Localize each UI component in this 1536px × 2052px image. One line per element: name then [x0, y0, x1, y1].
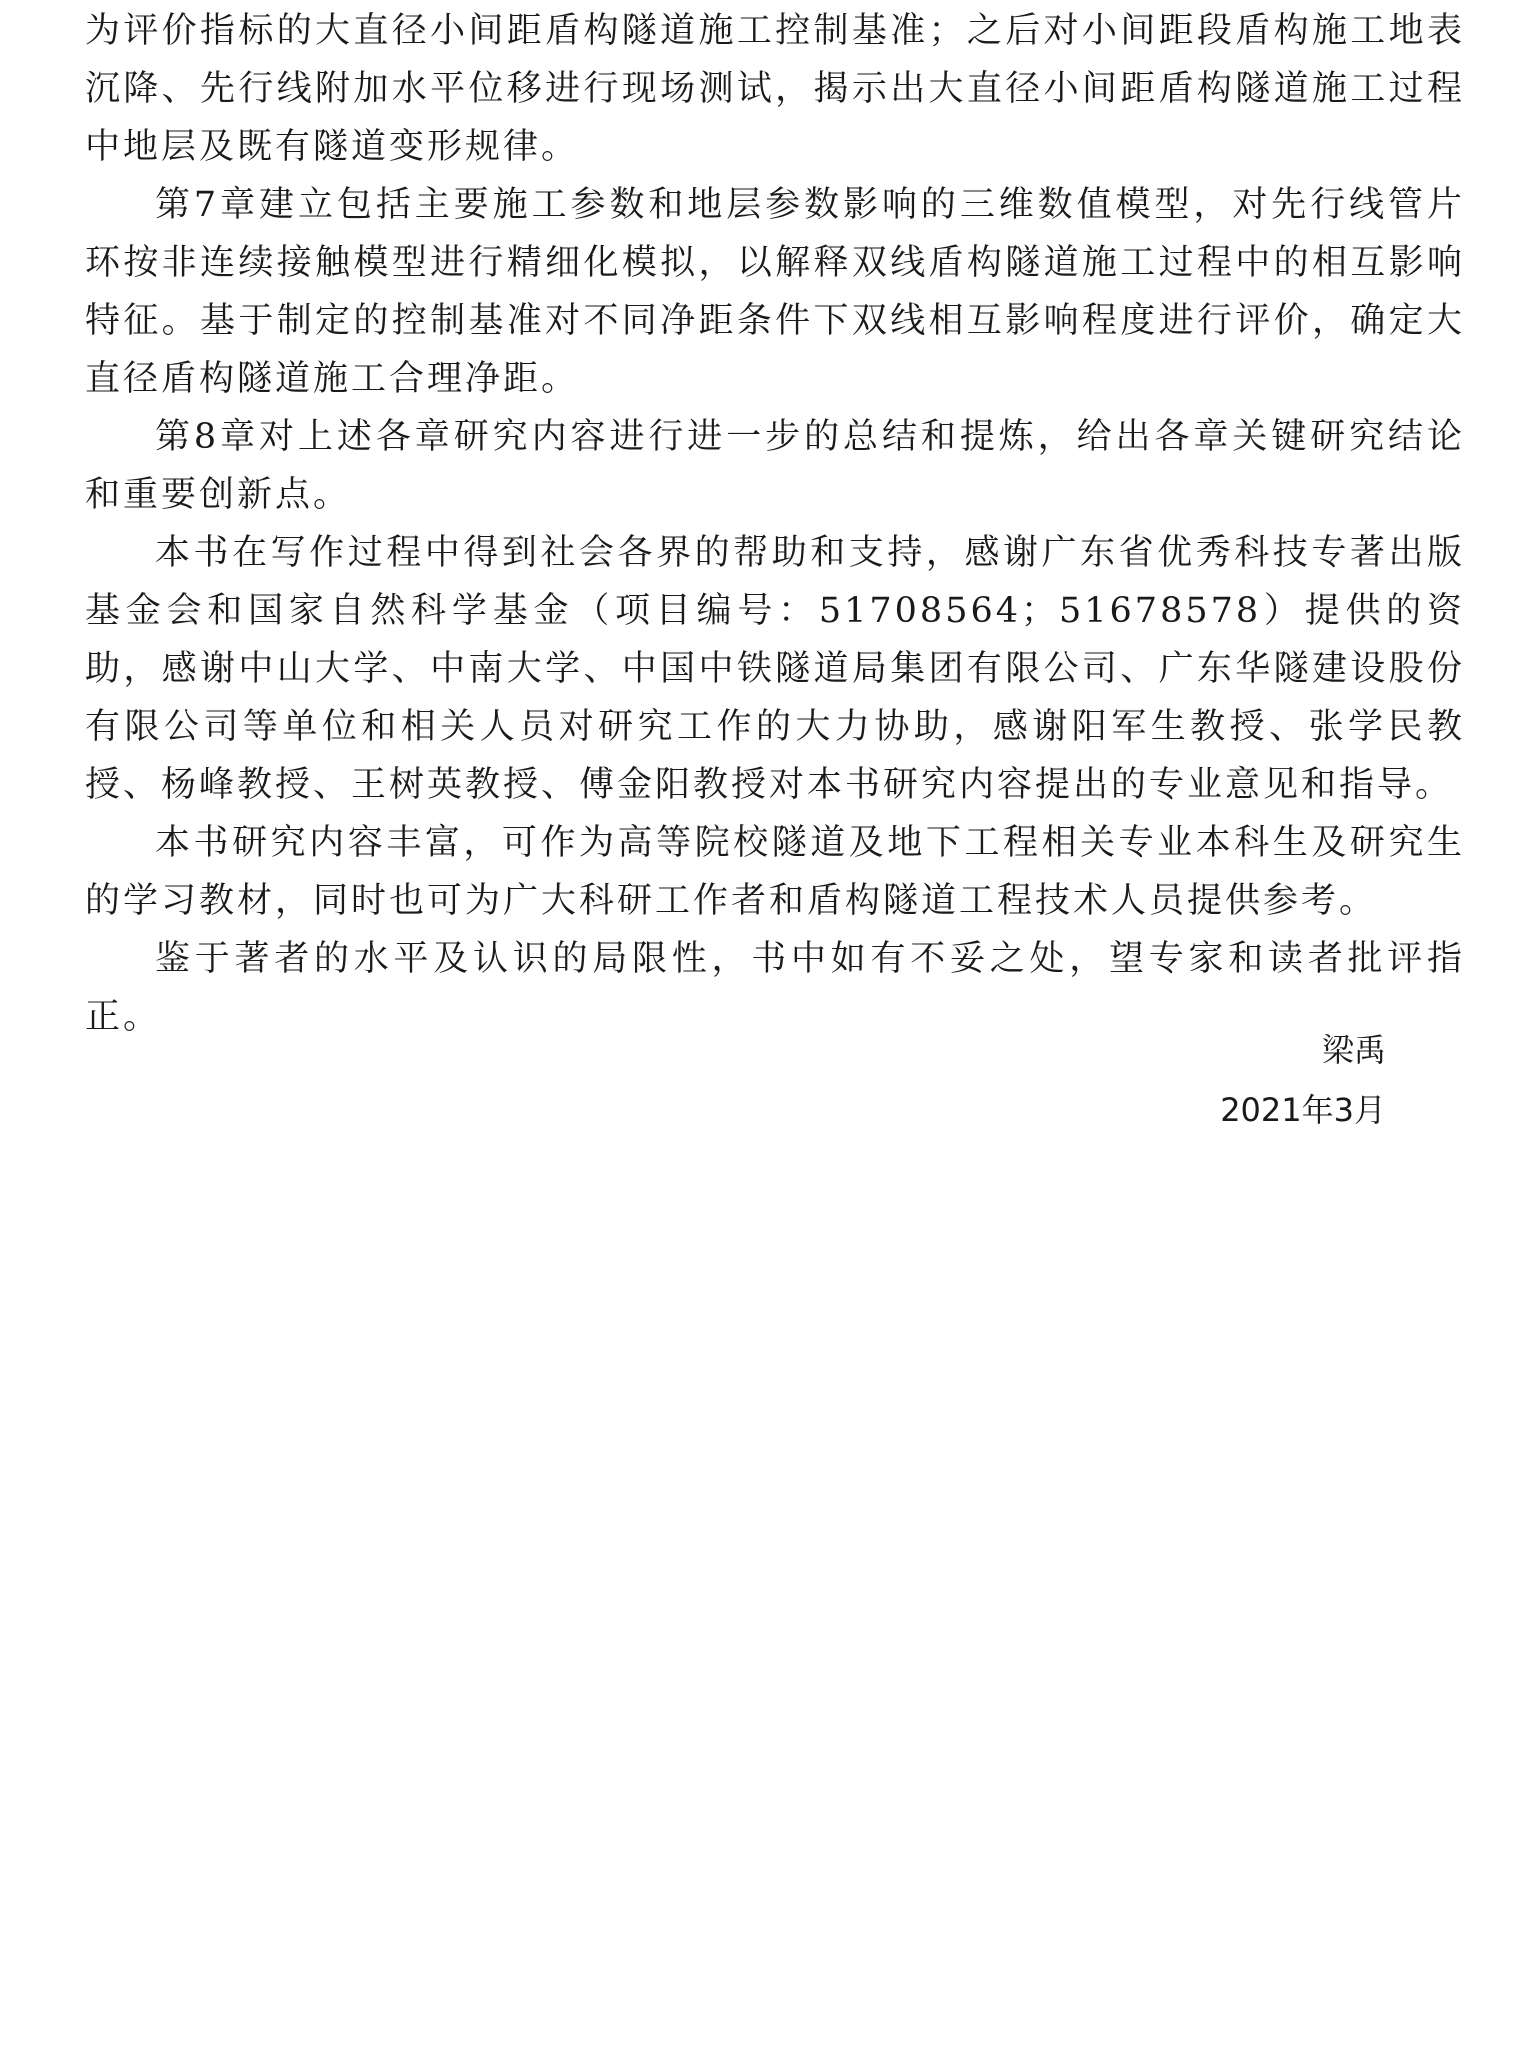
- paragraph-continuation: 为评价指标的大直径小间距盾构隧道施工控制基准；之后对小间距段盾构施工地表沉降、先行线附加水平位移进行现场测试，揭示出大直径小间距盾构隧道施工过程中地层及既有隧道变形规律。: [85, 11, 1465, 167]
- paragraph-acknowledgements: 本书在写作过程中得到社会各界的帮助和支持，感谢广东省优秀科技专著出版基金会和国家自然科学基金（项目编号：51708564；51678578）提供的资助，感谢中山大学、中南大学、中国中铁隧道局集团有限公司、广东华隧建设股份有限公司等单位和相关人员对研究工作的大力协助，感谢阳军生教授、张学民教授、杨峰教授、王树英教授、傅金阳教授对本书研究内容提出的专业意见和指导。: [85, 533, 1465, 805]
- signature-block: [1220, 1020, 1386, 1140]
- signature-date: 2021年3月: [1220, 1091, 1386, 1129]
- paragraph-audience: 本书研究内容丰富，可作为高等院校隧道及地下工程相关专业本科生及研究生的学习教材，同时也可为广大科研工作者和盾构隧道工程技术人员提供参考。: [85, 823, 1465, 921]
- preface-body: [85, 2, 1465, 1046]
- author-name: 梁禹: [1321, 1031, 1386, 1069]
- paragraph-chapter-8: 第8章对上述各章研究内容进行进一步的总结和提炼，给出各章关键研究结论和重要创新点。: [85, 417, 1465, 515]
- paragraph-disclaimer: 鉴于著者的水平及认识的局限性，书中如有不妥之处，望专家和读者批评指正。: [85, 939, 1465, 1037]
- paragraph-chapter-7: 第7章建立包括主要施工参数和地层参数影响的三维数值模型，对先行线管片环按非连续接触模型进行精细化模拟，以解释双线盾构隧道施工过程中的相互影响特征。基于制定的控制基准对不同净距条件下双线相互影响程度进行评价，确定大直径盾构隧道施工合理净距。: [85, 185, 1465, 399]
